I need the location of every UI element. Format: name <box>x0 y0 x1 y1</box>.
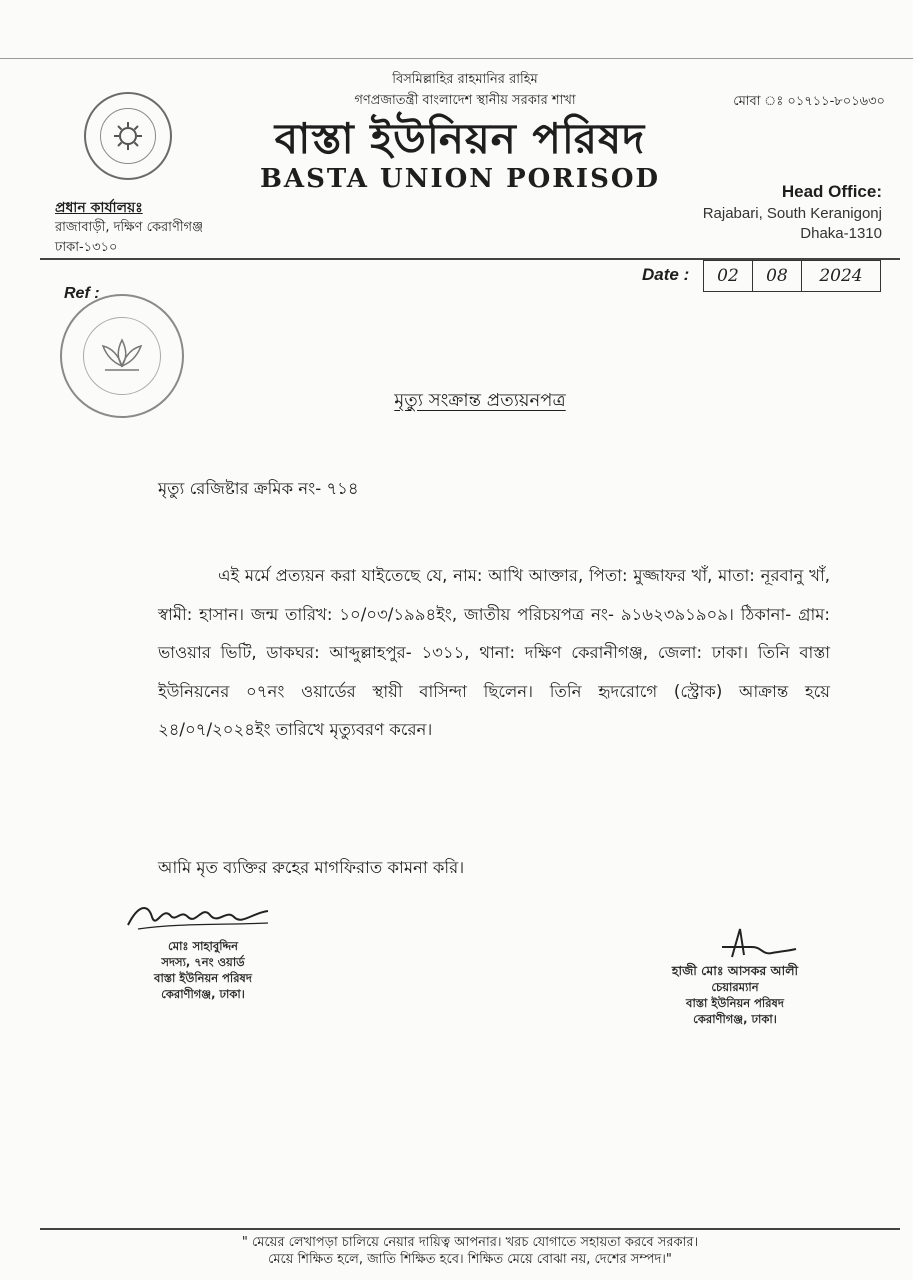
head-office-city: Dhaka-1310 <box>800 225 882 242</box>
date-year-field: 2024 <box>801 260 881 292</box>
head-office-label: Head Office: <box>781 182 882 201</box>
left-signatory-block <box>118 938 288 1002</box>
right-signatory-role: চেয়ারম্যান <box>711 980 759 994</box>
left-signatory-role: সদস্য, ৭নং ওয়ার্ড <box>161 955 245 969</box>
footer-divider <box>40 1228 900 1230</box>
death-register-number: মৃত্যু রেজিষ্টার ক্রমিক নং- ৭১৪ <box>158 479 359 498</box>
left-signatory-org: বাস্তা ইউনিয়ন পরিষদ <box>154 971 252 985</box>
left-signatory-place: কেরাণীগঞ্জ, ঢাকা। <box>161 987 245 1001</box>
union-seal-logo <box>84 92 172 180</box>
main-office-address: রাজাবাড়ী, দক্ষিণ কেরাণীগঞ্জ <box>55 220 204 235</box>
closing-prayer-line: আমি মৃত ব্যক্তির রুহের মাগফিরাত কামনা করি। <box>158 858 465 877</box>
date-label: Date : <box>642 265 690 284</box>
date-day-field: 02 <box>703 260 753 292</box>
seal-emblem-icon <box>100 108 156 164</box>
bismillah-line: বিসমিল্লাহির রাহমানির রাহিম <box>392 72 538 87</box>
ref-label: Ref : <box>64 285 100 302</box>
certificate-title: মৃত্যু সংক্রান্ত প্রত্যয়নপত্র <box>394 390 566 411</box>
right-signatory-block <box>650 963 820 1027</box>
lotus-emblem-icon <box>83 317 162 396</box>
date-month-field: 08 <box>752 260 802 292</box>
main-office-label: প্রধান কার্যালয়ঃ <box>55 200 143 216</box>
mobile-number: মোবা ঃ ০১৭১১-৮০১৬৩০ <box>733 94 885 109</box>
top-border-line <box>0 58 913 59</box>
title-bengali: বাস্তা ইউনিয়ন পরিষদ <box>274 114 646 163</box>
certificate-body-paragraph: এই মর্মে প্রত্যয়ন করা যাইতেছে যে, নাম: আখি আক্তার, পিতা: মুজ্জাফর খাঁ, মাতা: নূরবানু খাঁ, স্বামী: হাসান। জন্ম তারিখ: ১০/০৩/১৯৯৪ইং, জাতীয় পরিচয়পত্র নং- ৯১৬২৩৯১৯০৯। ঠিকানা- গ্রাম: ভাওয়ার ভিটি, ডাকঘর: আব্দুল্লাহপুর- ১৩১১, থানা: দক্ষিণ কেরানীগঞ্জ, জেলা: ঢাকা। তিনি বাস্তা ইউনিয়নের ০৭নং ওয়ার্ডের স্থায়ী বাসিন্দা ছিলেন। তিনি হৃদরোগে (স্ট্রোক) আক্রান্ত হয়ে ২৪/০৭/২০২৪ইং তারিখে মৃত্যুবরণ করেন। <box>158 566 830 740</box>
title-english: BASTA UNION PORISOD <box>259 164 661 194</box>
footer-slogan-line1: " মেয়ের লেখাপড়া চালিয়ে নেয়ার দায়িত্ব আপনার। খরচ যোগাতে সহায়তা করবে সরকার। <box>241 1235 699 1250</box>
head-office-address: Rajabari, South Keranigonj <box>702 205 882 222</box>
footer-slogan-line2: মেয়ে শিক্ষিত হলে, জাতি শিক্ষিত হবে। শিক্ষিত মেয়ে বোঝা নয়, দেশের সম্পদ।" <box>268 1252 672 1267</box>
right-signatory-place: কেরাণীগঞ্জ, ঢাকা। <box>693 1012 777 1026</box>
right-signatory-name: হাজী মোঃ আসকর আলী <box>671 963 799 978</box>
right-signatory-org: বাস্তা ইউনিয়ন পরিষদ <box>686 996 784 1010</box>
main-office-city: ঢাকা-১৩১০ <box>55 240 118 255</box>
round-stamp-seal <box>60 294 184 418</box>
government-line: গণপ্রজাতন্ত্রী বাংলাদেশ স্থানীয় সরকার শাখা <box>354 93 576 108</box>
left-signatory-name: মোঃ সাহাবুদ্দিন <box>168 939 238 953</box>
